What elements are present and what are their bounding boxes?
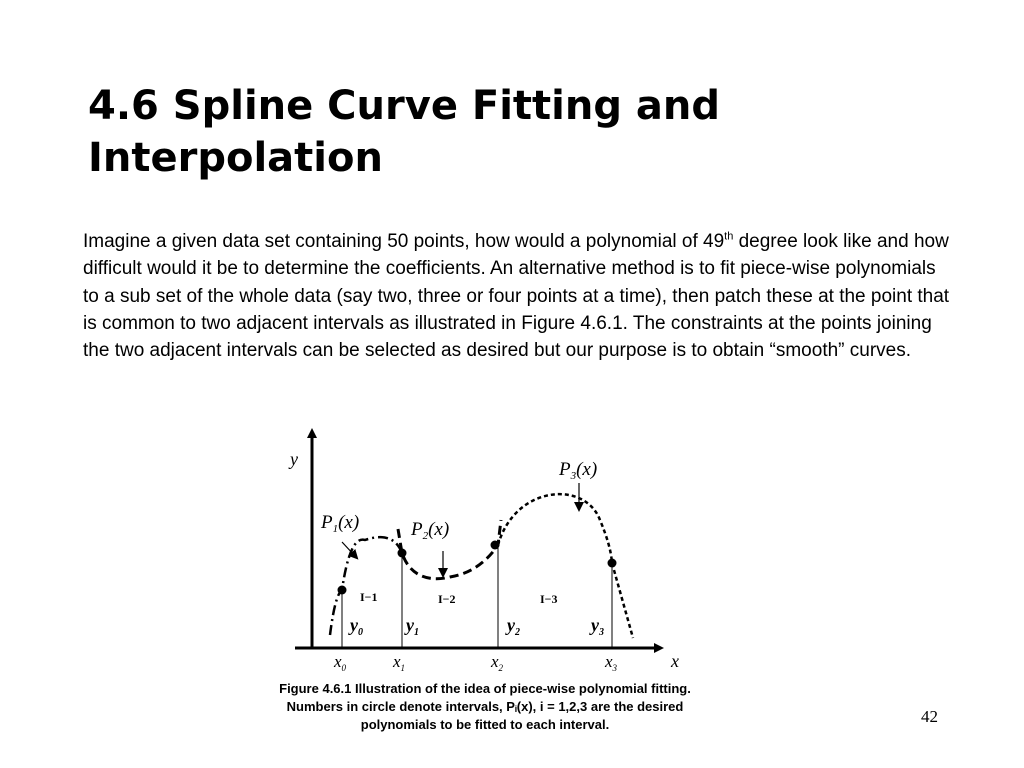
body-text-start: Imagine a given data set containing 50 points, how would a polynomial of 49 xyxy=(83,231,725,252)
caption-line-3: polynomials to be fitted to each interval. xyxy=(360,717,610,732)
x-axis-label: x xyxy=(671,651,679,671)
figure-caption xyxy=(240,680,730,734)
y-label-2: $y_2$ xyxy=(507,615,520,638)
figure-diagram xyxy=(235,425,745,685)
x-label-0: $x_0$ xyxy=(334,652,347,673)
poly-label-p2: $P_2(x)$ xyxy=(411,519,450,542)
y-label-0: $y_0$ xyxy=(350,615,363,638)
x-label-2: $x_2$ xyxy=(491,652,504,673)
body-text-rest: degree look like and how difficult would it be to determine the coefficients. An alternative method is to fit piece-wise polynomials to a sub set of the whole data (say two, three or four points at a time), then patch these at the point that is common to two adjacent intervals as illustrated in Figure 4.6.1. The constraints at the points joining the two adjacent intervals can be selected as desired but our purpose is to obtain “smooth” curves. xyxy=(83,231,950,362)
y-label-3: $y_3$ xyxy=(591,615,604,638)
x-label-3: $x_3$ xyxy=(605,652,618,673)
interval-label-1: I−1 xyxy=(360,590,378,604)
interval-label-3: I−3 xyxy=(540,592,558,606)
body-paragraph xyxy=(83,228,953,364)
slide-title xyxy=(88,80,988,184)
interval-label-2: I−2 xyxy=(438,592,456,606)
y-axis-label: y xyxy=(290,449,298,469)
x-label-1: $x_1$ xyxy=(393,652,406,673)
knot-point-3 xyxy=(608,559,617,568)
knot-point-2 xyxy=(491,541,500,550)
knot-point-0 xyxy=(338,586,347,595)
ordinal-superscript: th xyxy=(724,230,734,243)
caption-line-1: Figure 4.6.1 Illustration of the idea of piece-wise polynomial fitting. xyxy=(279,681,691,696)
poly-label-p1: $P_1(x)$ xyxy=(321,512,360,535)
poly-label-p3: $P_3(x)$ xyxy=(559,459,598,482)
slide-title-line-1: 4.6 Spline Curve Fitting and xyxy=(88,83,720,129)
slide-title-line-2: Interpolation xyxy=(88,135,383,181)
y-label-1: $y_1$ xyxy=(406,615,419,638)
slide-number: 42 xyxy=(921,707,938,726)
knot-point-1 xyxy=(398,549,407,558)
caption-line-2: Numbers in circle denote intervals, Pᵢ(x), i = 1,2,3 are the desired xyxy=(286,699,684,714)
